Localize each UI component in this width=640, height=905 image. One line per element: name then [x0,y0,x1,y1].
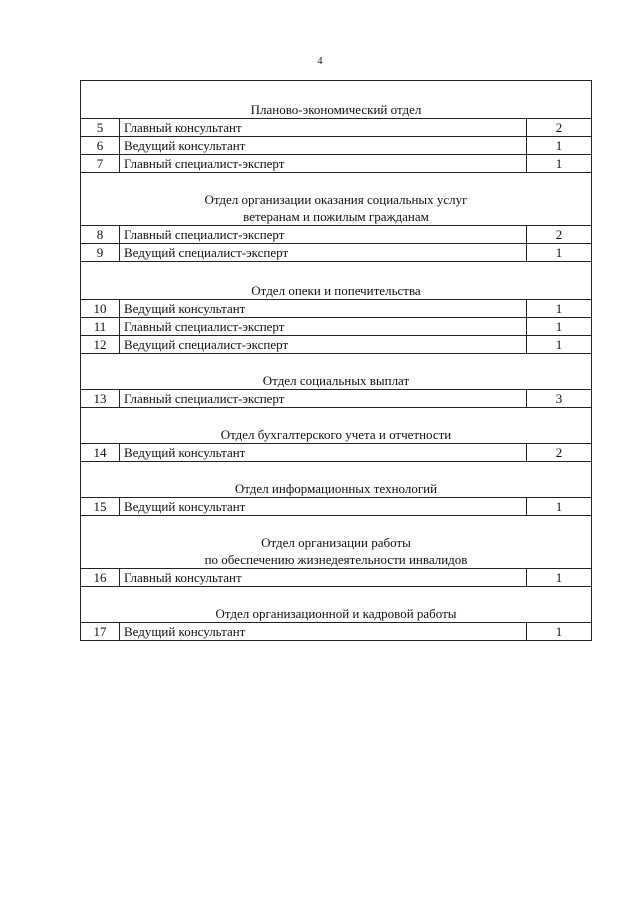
department-header-row [81,354,592,390]
staff-count: 2 [527,226,592,244]
row-number: 15 [81,498,120,516]
staff-count: 1 [527,155,592,173]
position-title: Ведущий консультант [120,137,527,155]
position-title: Главный консультант [120,119,527,137]
position-title: Ведущий специалист-эксперт [120,336,527,354]
position-title: Ведущий консультант [120,623,527,641]
department-name-line: Отдел организации работы [261,535,411,550]
table-row [81,623,592,641]
position-title: Ведущий консультант [120,444,527,462]
position-title: Ведущий консультант [120,300,527,318]
staff-count: 1 [527,244,592,262]
row-number: 17 [81,623,120,641]
department-name [81,462,592,498]
position-title: Главный специалист-эксперт [120,318,527,336]
row-number: 7 [81,155,120,173]
department-name-line: ветеранам и пожилым гражданам [243,209,429,224]
department-name [81,354,592,390]
staff-count: 1 [527,623,592,641]
position-title: Главный специалист-эксперт [120,226,527,244]
staff-count: 3 [527,390,592,408]
department-name-line: Отдел организационной и кадровой работы [215,606,457,621]
staff-count: 1 [527,569,592,587]
staff-count: 2 [527,119,592,137]
table-row [81,569,592,587]
department-name [81,587,592,623]
department-header-row [81,81,592,119]
row-number: 9 [81,244,120,262]
position-title: Ведущий специалист-эксперт [120,244,527,262]
department-name [81,408,592,444]
table-row [81,119,592,137]
row-number: 5 [81,119,120,137]
row-number: 12 [81,336,120,354]
staffing-table [80,80,592,641]
row-number: 6 [81,137,120,155]
department-name-line: Отдел бухгалтерского учета и отчетности [220,427,452,442]
department-header-row [81,462,592,498]
position-title: Ведущий консультант [120,498,527,516]
row-number: 14 [81,444,120,462]
staff-count: 1 [527,137,592,155]
row-number: 13 [81,390,120,408]
table-row [81,137,592,155]
staff-count: 1 [527,300,592,318]
page-number: 4 [317,56,323,67]
department-name-line: Отдел опеки и попечительства [251,283,421,298]
department-header-row [81,408,592,444]
department-name-line: Планово-экономический отдел [250,102,422,117]
table-row [81,226,592,244]
staff-count: 1 [527,498,592,516]
position-title: Главный консультант [120,569,527,587]
department-name-line: Отдел организации оказания социальных услуг [204,192,468,207]
table-row [81,244,592,262]
department-name [81,516,592,569]
staff-count: 1 [527,318,592,336]
department-name [81,262,592,300]
row-number: 8 [81,226,120,244]
table-row [81,444,592,462]
department-name [81,81,592,119]
department-name-line: по обеспечению жизнедеятельности инвалидов [204,552,468,567]
row-number: 10 [81,300,120,318]
staff-count: 2 [527,444,592,462]
table-row [81,318,592,336]
table-row [81,390,592,408]
table-row [81,336,592,354]
department-header-row [81,587,592,623]
department-name-line: Отдел информационных технологий [234,481,438,496]
staff-count: 1 [527,336,592,354]
table-row [81,300,592,318]
staffing-table-body [81,81,592,641]
department-header-row [81,173,592,226]
table-row [81,498,592,516]
department-name-line: Отдел социальных выплат [262,373,410,388]
table-row [81,155,592,173]
position-title: Главный специалист-эксперт [120,390,527,408]
department-header-row [81,262,592,300]
row-number: 11 [81,318,120,336]
row-number: 16 [81,569,120,587]
department-header-row [81,516,592,569]
department-name [81,173,592,226]
position-title: Главный специалист-эксперт [120,155,527,173]
